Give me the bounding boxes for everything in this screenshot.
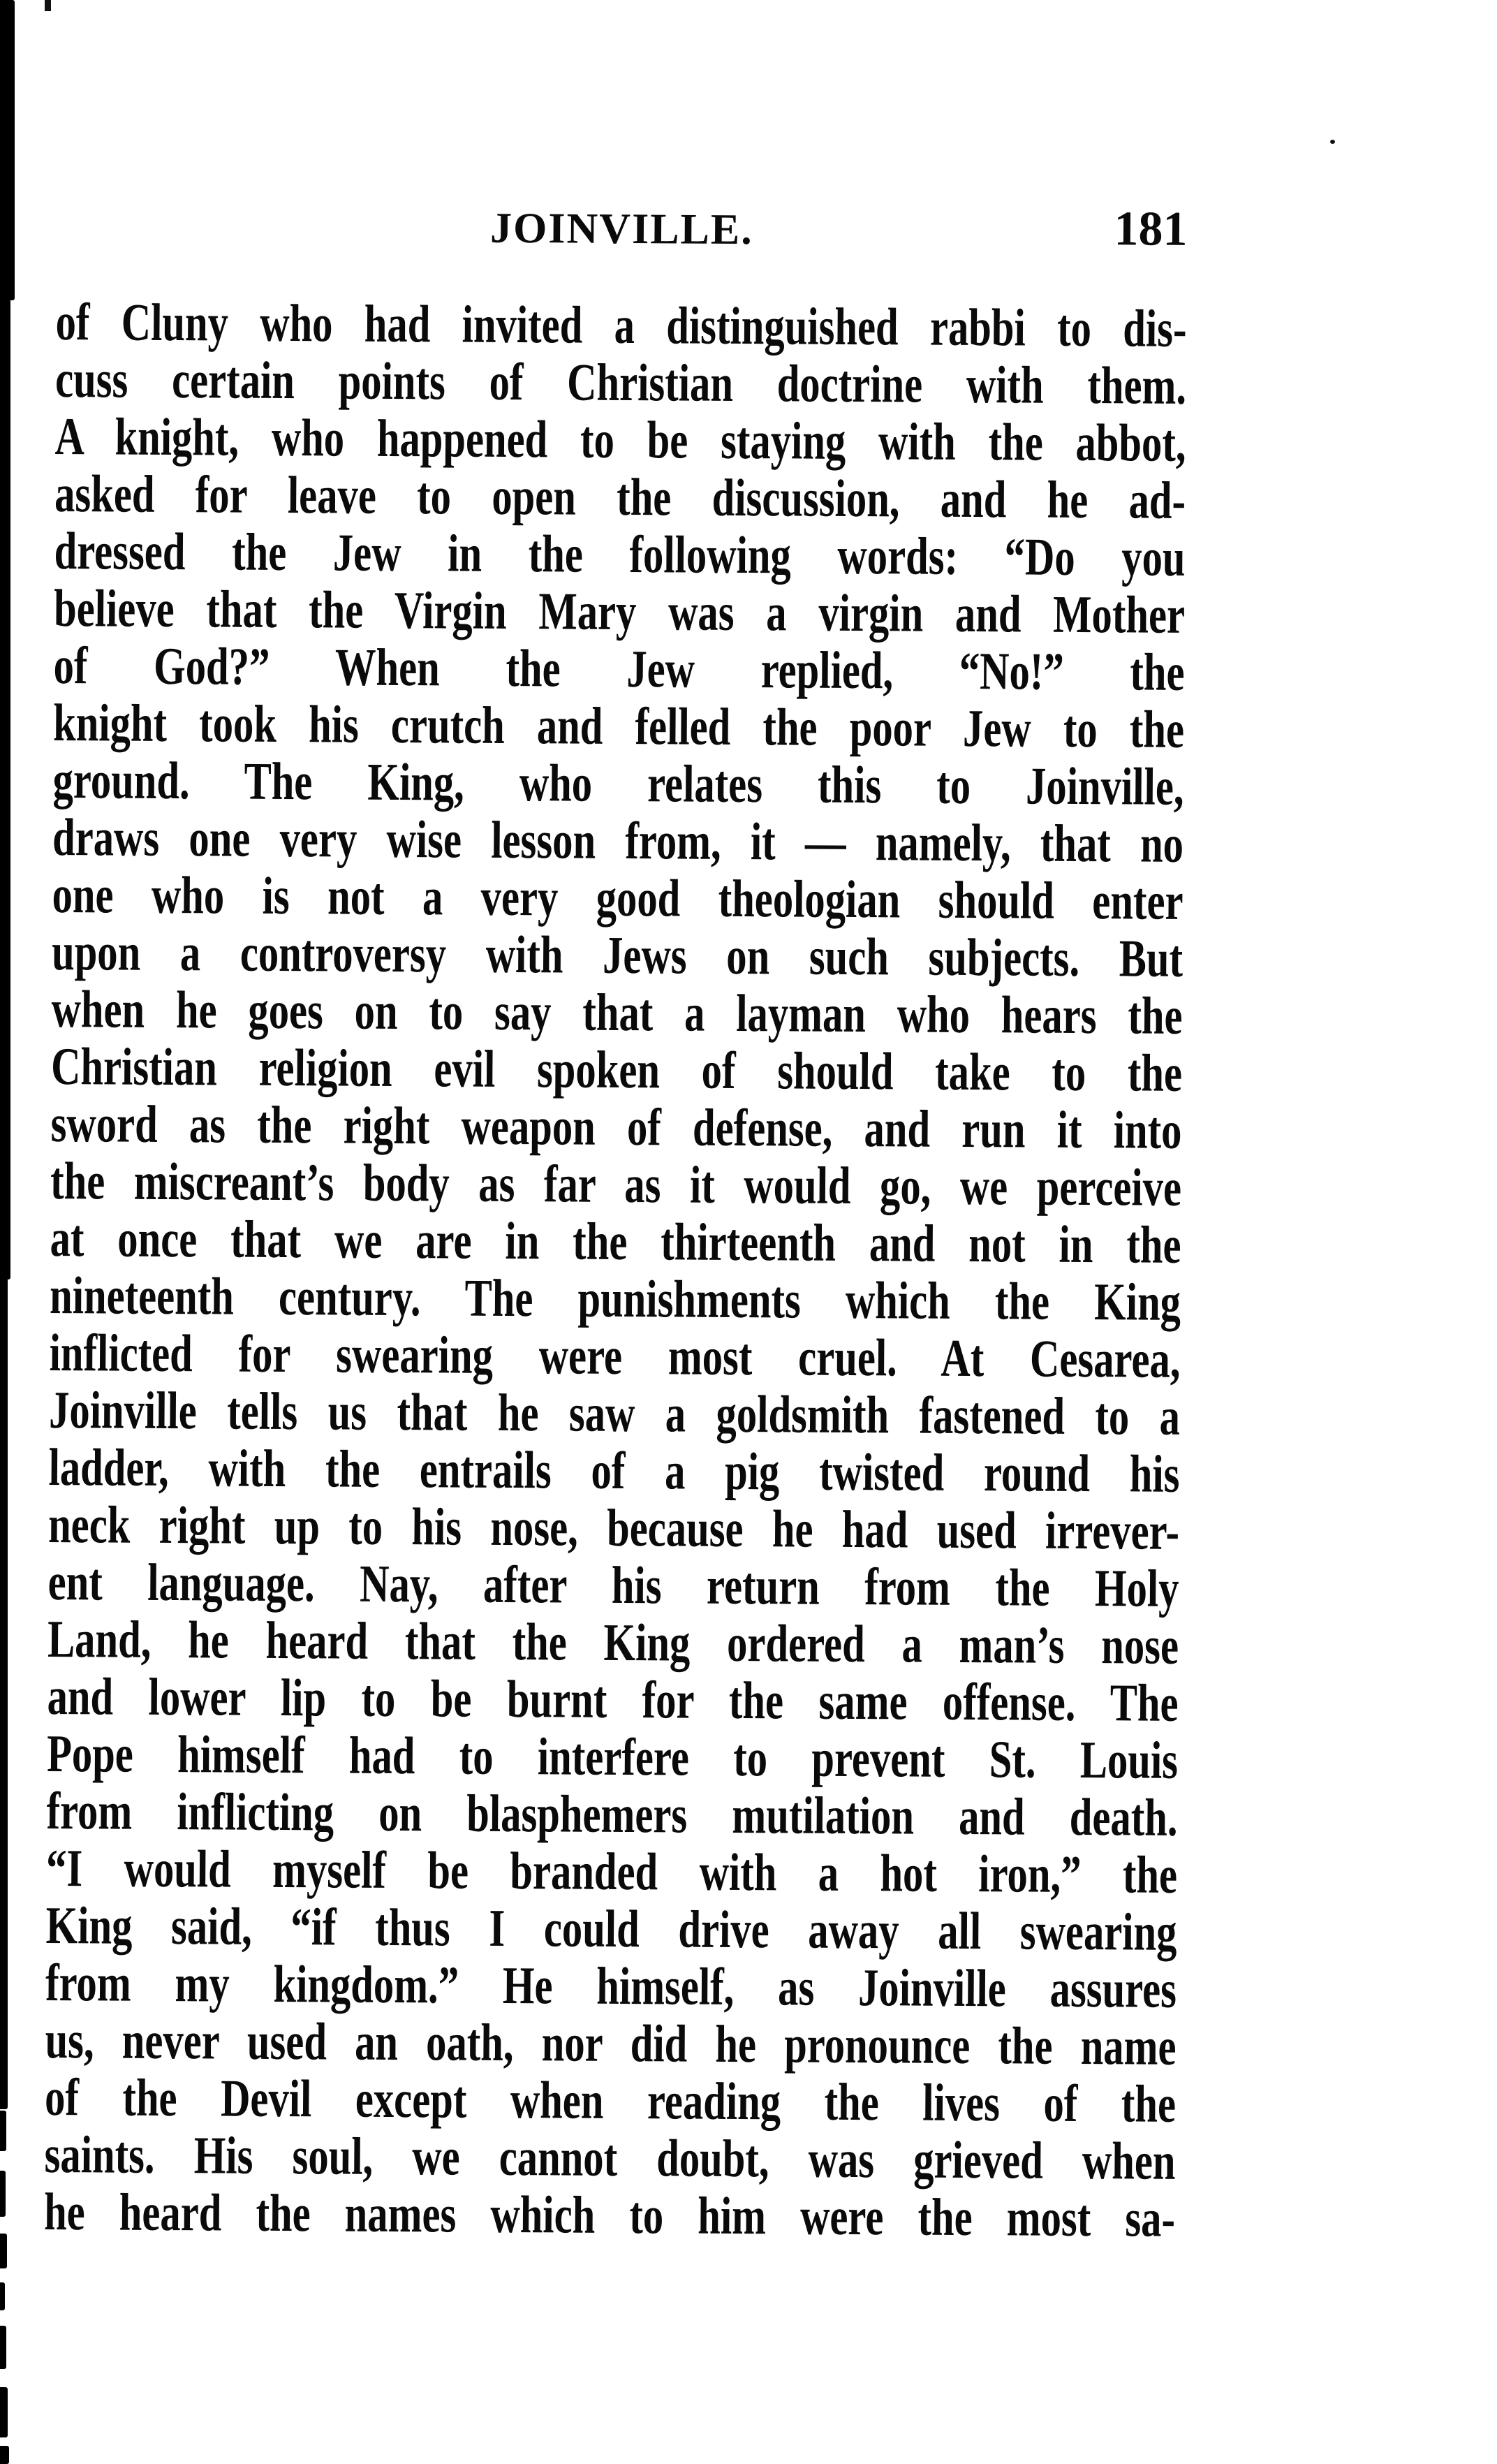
text-line: saints. His soul, we cannot doubt, was grieved when	[44, 2125, 1176, 2191]
text-line: ladder, with the entrails of a pig twisted round his	[48, 1437, 1180, 1504]
text-line: Pope himself had to interfere to prevent St. Louis	[46, 1724, 1179, 1790]
text-line: of Cluny who had invited a distinguished rabbi to dis-	[55, 292, 1187, 358]
text-line: Land, he heard that the King ordered a man’s nose	[47, 1609, 1179, 1675]
text-line: “I would myself be branded with a hot iron,” the	[45, 1838, 1178, 1905]
text-line: knight took his crutch and felled the poor Jew to the	[52, 693, 1185, 759]
text-line: from my kingdom.” He himself, as Joinville assures	[45, 1953, 1177, 2019]
text-line: he heard the names which to him were the most sa-	[43, 2182, 1176, 2248]
page-header	[56, 204, 1187, 260]
text-line: the miscreant’s body as far as it would go, we perceive	[50, 1151, 1182, 1217]
text-line: dressed the Jew in the following words: “Do you	[54, 521, 1186, 587]
text-line: Christian religion evil spoken of should take to the	[50, 1036, 1183, 1103]
text-line: from inflicting on blasphemers mutilation and death.	[46, 1781, 1178, 1847]
text-line: at once that we are in the thirteenth and not in the	[50, 1208, 1181, 1275]
text-line: inflicted for swearing were most cruel. At Cesarea,	[49, 1323, 1181, 1389]
text-line: upon a controversy with Jews on such subjects. But	[51, 922, 1183, 988]
text-line: neck right up to his nose, because he had used irrever-	[47, 1495, 1180, 1561]
running-title: JOINVILLE.	[489, 204, 753, 254]
text-line: sword as the right weapon of defense, and run it into	[50, 1094, 1182, 1160]
text-line: when he goes on to say that a layman who hears the	[51, 979, 1183, 1046]
text-line: King said, “if thus I could drive away all swearing	[45, 1895, 1177, 1962]
text-line: nineteenth century. The punishments which the King	[49, 1266, 1181, 1332]
text-line: us, never used an oath, nor did he pronounce the name	[45, 2010, 1177, 2076]
text-line: Joinville tells us that he saw a goldsmith fastened to a	[48, 1380, 1181, 1446]
body-text	[44, 293, 1187, 2247]
text-line: and lower lip to be burnt for the same offense. The	[47, 1666, 1179, 1733]
text-line: ent language. Nay, after his return from the Holy	[47, 1552, 1179, 1618]
text-line: believe that the Virgin Mary was a virgin and Mother	[53, 578, 1186, 645]
text-line: asked for leave to open the discussion, and he ad-	[54, 464, 1186, 530]
page-number: 181	[1114, 202, 1188, 256]
text-line: A knight, who happened to be staying with the abbot,	[54, 406, 1186, 473]
text-line: ground. The King, who relates this to Joinville,	[52, 750, 1184, 816]
text-line: of the Devil except when reading the lives of the	[44, 2067, 1177, 2134]
text-line: draws one very wise lesson from, it — namely, that no	[52, 807, 1184, 874]
text-line: cuss certain points of Christian doctrine with them.	[54, 349, 1187, 416]
text-line: of God?” When the Jew replied, “No!” the	[53, 636, 1185, 702]
text-line: one who is not a very good theologian should enter	[52, 865, 1183, 931]
